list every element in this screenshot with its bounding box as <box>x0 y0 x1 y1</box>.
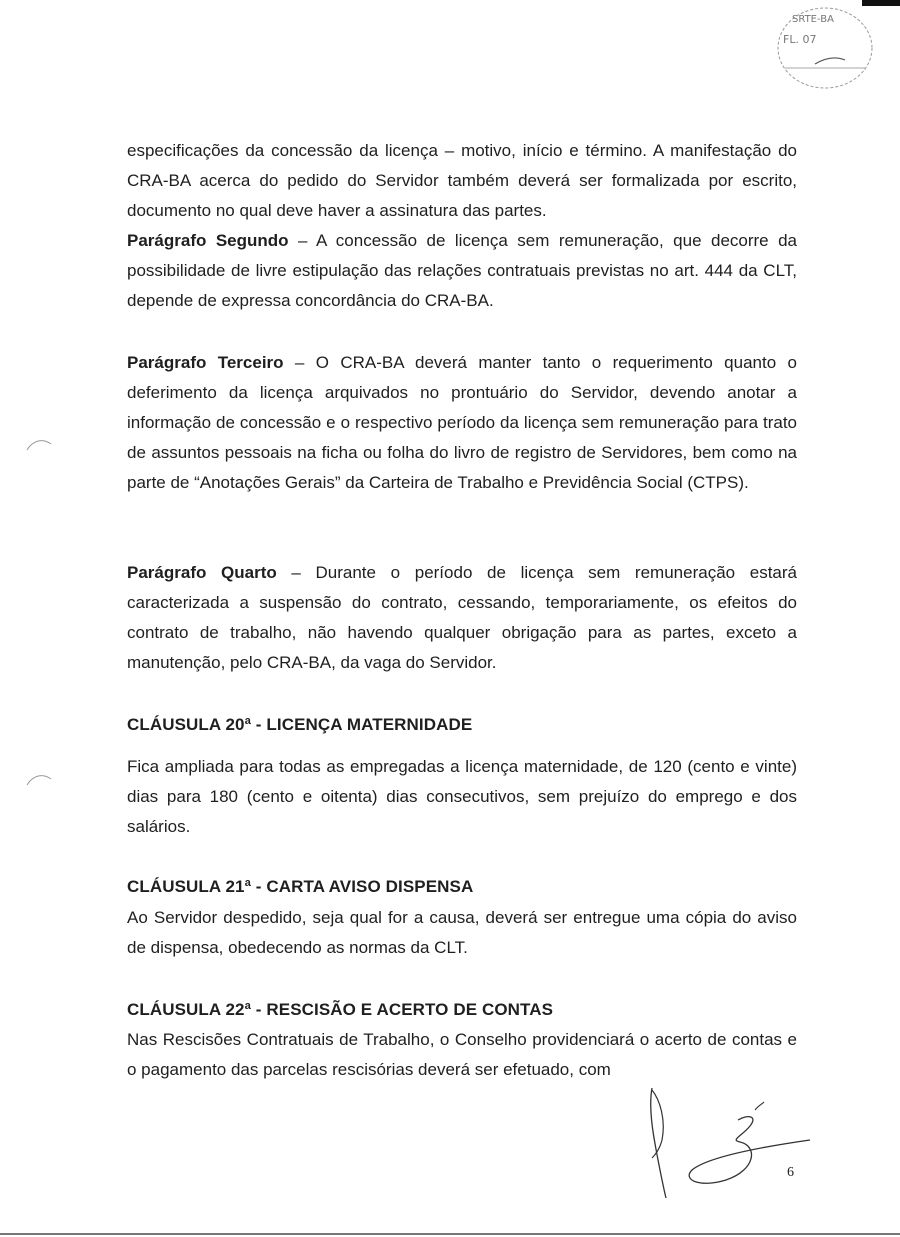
paragraph-text: – A concessão de licença sem remuneração, que decorre da possibilidade de livre estipulação das relações contratuais previstas no art. 444 da CLT, depende de expressa concordância do CRA-BA. <box>127 231 797 310</box>
clause-22-text: Nas Rescisões Contratuais de Trabalho, o Conselho providenciará o acerto de contas e o pagamento das parcelas rescisórias deverá ser efetuado, com <box>127 1030 797 1079</box>
paragraph-label: Parágrafo Segundo <box>127 231 289 250</box>
signature-initials <box>630 1080 830 1210</box>
clause-22-heading: CLÁUSULA 22ª - RESCISÃO E ACERTO DE CONTAS <box>127 1000 554 1019</box>
paragraph-intro: especificações da concessão da licença – motivo, início e término. A manifestação do CRA-BA acerca do pedido do Servidor também deverá ser formalizada por escrito, documento no qual deve haver a assinatura das partes. <box>127 141 797 220</box>
clause-20-heading: CLÁUSULA 20ª - LICENÇA MATERNIDADE <box>127 715 473 734</box>
paragraph-label: Parágrafo Quarto <box>127 563 277 582</box>
clause-21-heading: CLÁUSULA 21ª - CARTA AVISO DISPENSA <box>127 877 474 896</box>
scan-artifact <box>25 765 55 795</box>
clause-21-text: Ao Servidor despedido, seja qual for a causa, deverá ser entregue uma cópia do aviso de dispensa, obedecendo as normas da CLT. <box>127 908 797 957</box>
stamp-label: SRTE-BA <box>792 14 834 25</box>
paragraph-text: – Durante o período de licença sem remuneração estará caracterizada a suspensão do contrato, cessando, temporariamente, os efeitos do contrato de trabalho, não havendo qualquer obrigação para as partes, exceto a manutenção, pelo CRA-BA, da vaga do Servidor. <box>127 563 797 672</box>
paragraph-segundo <box>127 226 797 316</box>
paragraph-text: – O CRA-BA deverá manter tanto o requerimento quanto o deferimento da licença arquivados no prontuário do Servidor, devendo anotar a informação de concessão e o respectivo período da licença sem remuneração para trato de assuntos pessoais na ficha ou folha do livro de registro de Servidores, bem como na parte de “Anotações Gerais” da Carteira de Trabalho e Previdência Social (CTPS). <box>127 353 797 492</box>
paragraph-label: Parágrafo Terceiro <box>127 353 284 372</box>
page-bottom-edge <box>0 1233 900 1235</box>
stamp-folio: FL. 07 <box>783 33 817 46</box>
page-number: 6 <box>787 1165 794 1180</box>
paragraph-quarto <box>127 558 797 678</box>
paragraph-terceiro <box>127 348 797 498</box>
clause-20-text: Fica ampliada para todas as empregadas a licença maternidade, de 120 (cento e vinte) dias para 180 (cento e oitenta) dias consecutivos, sem prejuízo do emprego e dos salários. <box>127 757 797 836</box>
scan-artifact <box>25 430 55 460</box>
